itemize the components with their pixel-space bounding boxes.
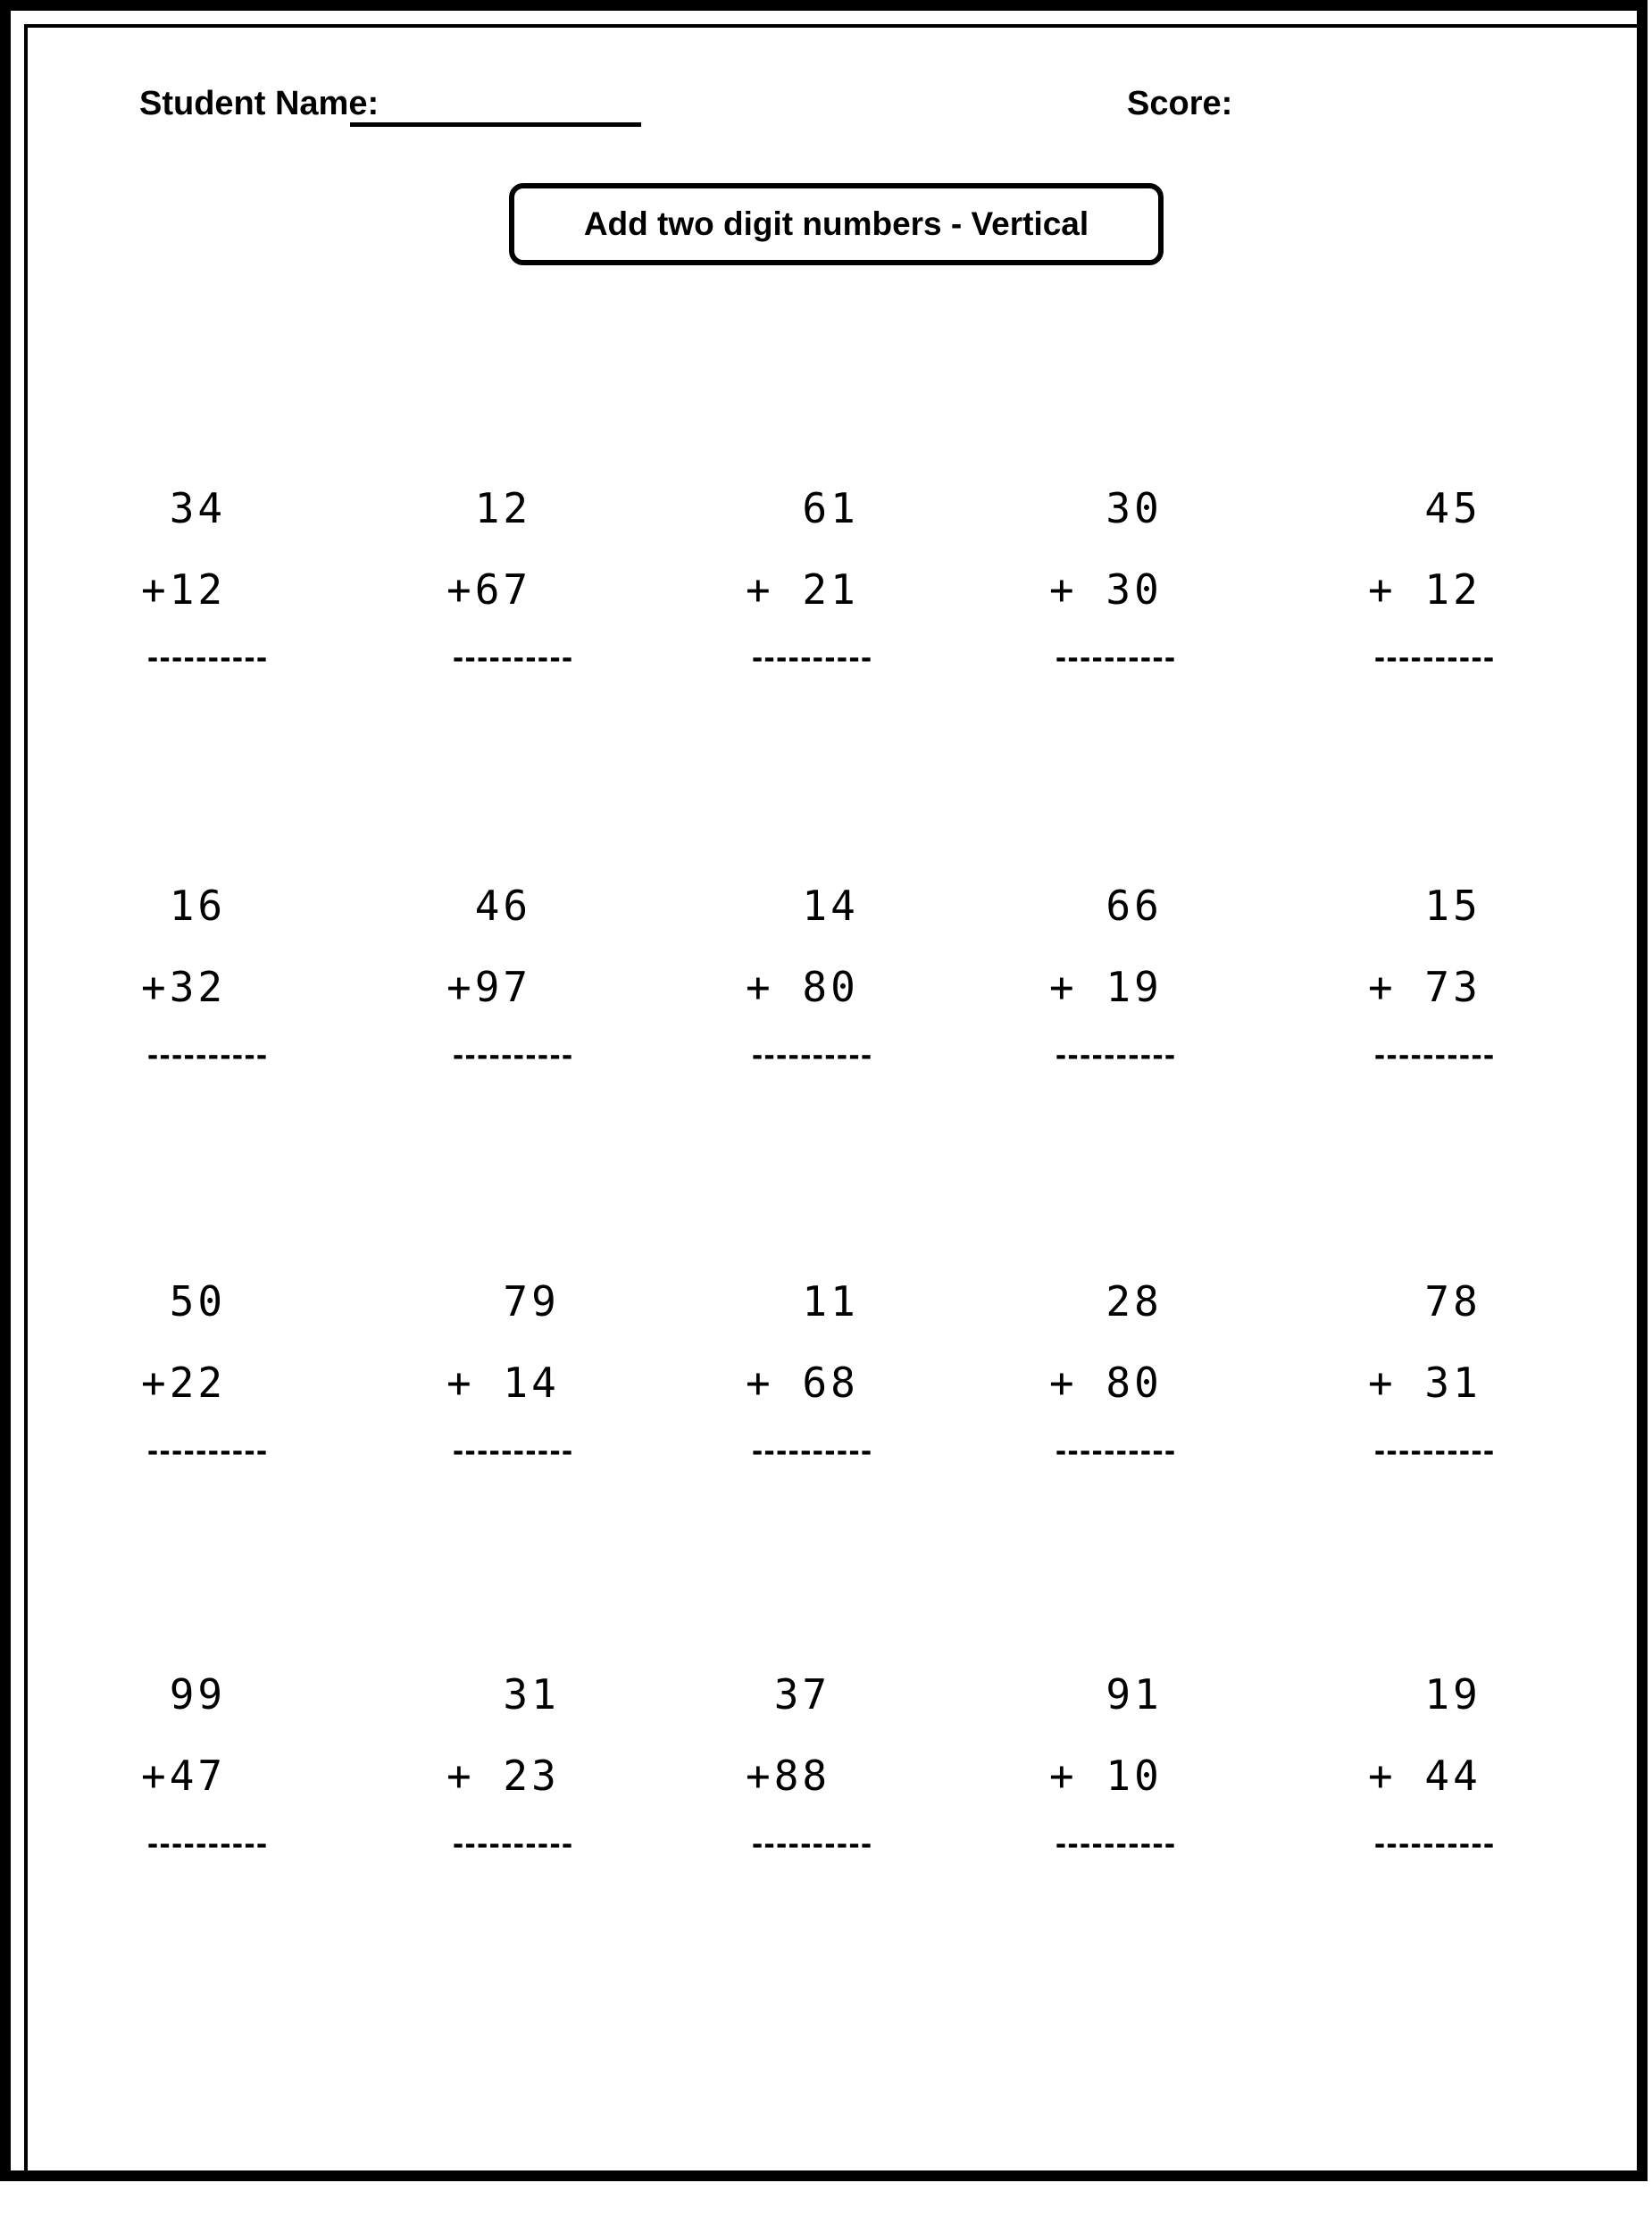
addend-top: 50 <box>141 1277 227 1326</box>
addend-bottom: + 80 <box>1049 1359 1163 1407</box>
problem-r2c1 <box>141 882 266 1072</box>
addend-top: 11 <box>746 1277 859 1326</box>
addend-bottom: +97 <box>446 963 532 1011</box>
answer-line[interactable]: ---------- <box>1372 1436 1493 1468</box>
addend-bottom: +67 <box>446 565 532 614</box>
addend-bottom: +22 <box>141 1359 227 1407</box>
worksheet-title: Add two digit numbers - Vertical <box>583 205 1089 242</box>
problem-r3c1 <box>141 1277 266 1468</box>
answer-line[interactable]: ---------- <box>145 1041 266 1072</box>
problem-r4c5 <box>1368 1670 1493 1861</box>
answer-line[interactable]: ---------- <box>145 643 266 674</box>
addend-bottom: + 73 <box>1368 963 1481 1011</box>
addend-bottom: + 31 <box>1368 1359 1481 1407</box>
addend-bottom: + 44 <box>1368 1752 1481 1800</box>
addend-bottom: +12 <box>141 565 227 614</box>
addend-top: 66 <box>1049 882 1163 930</box>
problem-r4c3 <box>746 1670 871 1861</box>
addend-top: 16 <box>141 882 227 930</box>
problem-r1c4 <box>1049 484 1174 674</box>
answer-line[interactable]: ---------- <box>450 1829 572 1861</box>
problem-r4c2 <box>446 1670 572 1861</box>
answer-line[interactable]: ---------- <box>1053 1829 1174 1861</box>
problem-r1c2 <box>446 484 572 674</box>
addend-top: 31 <box>446 1670 560 1719</box>
addend-top: 15 <box>1368 882 1481 930</box>
addend-bottom: + 68 <box>746 1359 859 1407</box>
addend-top: 46 <box>446 882 532 930</box>
addend-bottom: + 19 <box>1049 963 1163 1011</box>
addend-bottom: + 12 <box>1368 565 1481 614</box>
problem-r3c4 <box>1049 1277 1174 1468</box>
addend-bottom: +88 <box>746 1752 831 1800</box>
problem-r2c2 <box>446 882 572 1072</box>
addend-top: 12 <box>446 484 532 532</box>
answer-line[interactable]: ---------- <box>450 1041 572 1072</box>
answer-line[interactable]: ---------- <box>1053 1436 1174 1468</box>
answer-line[interactable]: ---------- <box>145 1829 266 1861</box>
answer-line[interactable]: ---------- <box>145 1436 266 1468</box>
problem-r2c5 <box>1368 882 1493 1072</box>
addend-bottom: + 80 <box>746 963 859 1011</box>
answer-line[interactable]: ---------- <box>749 643 871 674</box>
answer-line[interactable]: ---------- <box>1372 643 1493 674</box>
addend-bottom: + 23 <box>446 1752 560 1800</box>
problem-r1c1 <box>141 484 266 674</box>
problem-r4c1 <box>141 1670 266 1861</box>
problem-r4c4 <box>1049 1670 1174 1861</box>
addend-top: 34 <box>141 484 227 532</box>
addend-bottom: +47 <box>141 1752 227 1800</box>
addend-bottom: + 30 <box>1049 565 1163 614</box>
addend-top: 28 <box>1049 1277 1163 1326</box>
addend-top: 19 <box>1368 1670 1481 1719</box>
addend-top: 14 <box>746 882 859 930</box>
addend-bottom: + 14 <box>446 1359 560 1407</box>
answer-line[interactable]: ---------- <box>1053 643 1174 674</box>
addend-top: 61 <box>746 484 859 532</box>
addend-top: 99 <box>141 1670 227 1719</box>
answer-line[interactable]: ---------- <box>1372 1041 1493 1072</box>
problem-r3c3 <box>746 1277 871 1468</box>
problem-r3c2 <box>446 1277 572 1468</box>
addend-top: 79 <box>446 1277 560 1326</box>
answer-line[interactable]: ---------- <box>1053 1041 1174 1072</box>
addend-top: 45 <box>1368 484 1481 532</box>
score-label: Score: <box>1127 85 1233 122</box>
addend-top: 30 <box>1049 484 1163 532</box>
problem-r1c5 <box>1368 484 1493 674</box>
student-name-label: Student Name: <box>139 85 380 122</box>
answer-line[interactable]: ---------- <box>749 1041 871 1072</box>
answer-line[interactable]: ---------- <box>450 1436 572 1468</box>
addend-bottom: + 21 <box>746 565 859 614</box>
problem-r2c3 <box>746 882 871 1072</box>
addend-bottom: + 10 <box>1049 1752 1163 1800</box>
problem-r3c5 <box>1368 1277 1493 1468</box>
addend-top: 78 <box>1368 1277 1481 1326</box>
addend-top: 91 <box>1049 1670 1163 1719</box>
answer-line[interactable]: ---------- <box>450 643 572 674</box>
answer-line[interactable]: ---------- <box>749 1829 871 1861</box>
addend-top: 37 <box>746 1670 831 1719</box>
problem-r1c3 <box>746 484 871 674</box>
problem-r2c4 <box>1049 882 1174 1072</box>
addend-bottom: +32 <box>141 963 227 1011</box>
answer-line[interactable]: ---------- <box>1372 1829 1493 1861</box>
answer-line[interactable]: ---------- <box>749 1436 871 1468</box>
